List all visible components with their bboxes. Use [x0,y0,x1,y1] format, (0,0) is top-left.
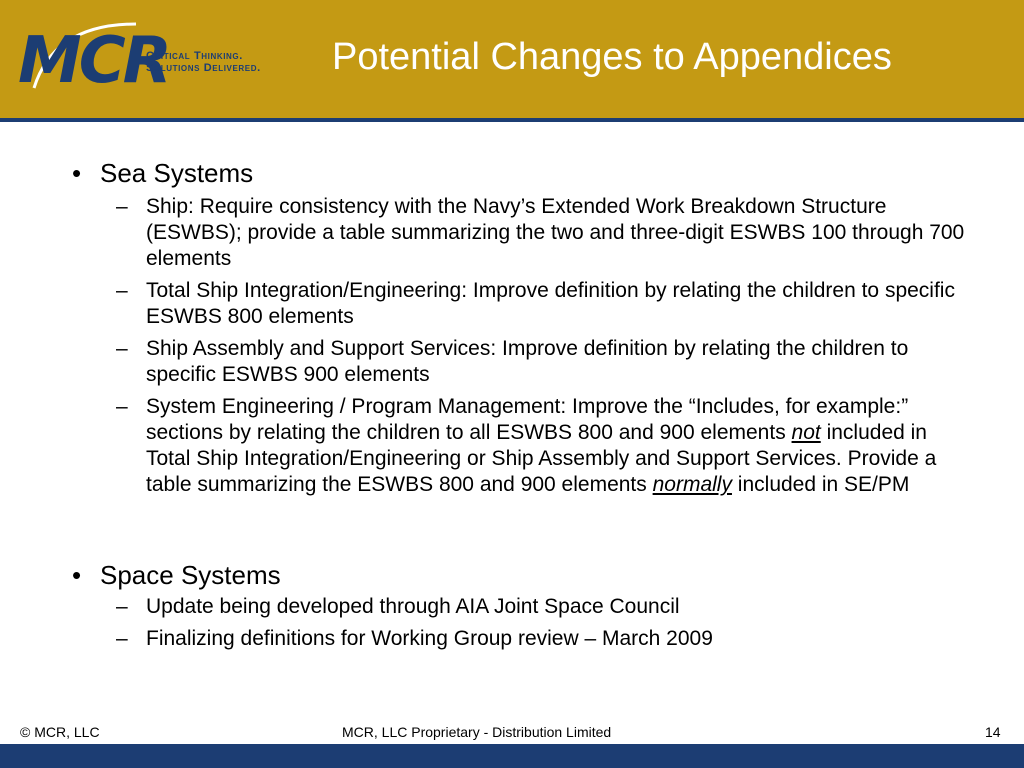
bullet-marker: • [72,158,82,188]
bullet-marker: • [72,560,82,590]
sub-bullet-text: Finalizing definitions for Working Group review – March 2009 [146,627,713,650]
slide-title: Potential Changes to Appendices [332,36,892,78]
footer-page-number: 14 [985,724,1001,740]
sub-bullet-text: Ship Assembly and Support Services: Improve definition by relating the children to specific ESWBS 900 elements [146,337,909,386]
dash-marker: – [116,195,128,218]
mcr-logo [18,16,318,106]
text-part: System Engineering / Program Management: Improve the “Includes, for example:” sections by relating the children to all ESWBS 800 and 900 elements [146,395,909,444]
sub-bullet-text: Ship: Require consistency with the Navy’s Extended Work Breakdown Structure (ESWBS); provide a table summarizing the two and three-digit ESWBS 100 through 700 elements [146,195,965,270]
text-part: included in Total Ship Integration/Engineering or Ship Assembly and Support Services. Provide a table summarizing the ESWBS 800 and 900 elements [146,421,937,496]
dash-marker: – [116,395,128,418]
dash-marker: – [116,279,128,302]
emphasis-not: not [791,421,821,444]
tagline-line-2: Solutions Delivered. [146,62,261,74]
logo-wordmark: MCR [18,24,169,98]
header-bar [0,0,1024,118]
dash-marker: – [116,595,128,618]
header-divider [0,118,1024,122]
text-part: included in SE/PM [731,473,910,496]
dash-marker: – [116,627,128,650]
bullet-text: Sea Systems [100,158,254,188]
bullet-text: Space Systems [100,560,281,590]
emphasis-normally: normally [652,473,732,496]
sub-bullet-text: Total Ship Integration/Engineering: Improve definition by relating the children to specific ESWBS 800 elements [146,279,955,328]
footer-copyright: © MCR, LLC [20,724,100,740]
sub-bullet-text [146,394,976,498]
dash-marker: – [116,337,128,360]
tagline-line-1: Critical Thinking. [146,50,243,62]
logo-tagline [146,50,261,74]
footer-bar [0,744,1024,768]
sub-bullet-text: Update being developed through AIA Joint Space Council [146,595,680,618]
footer-notice: MCR, LLC Proprietary - Distribution Limited [342,724,612,740]
